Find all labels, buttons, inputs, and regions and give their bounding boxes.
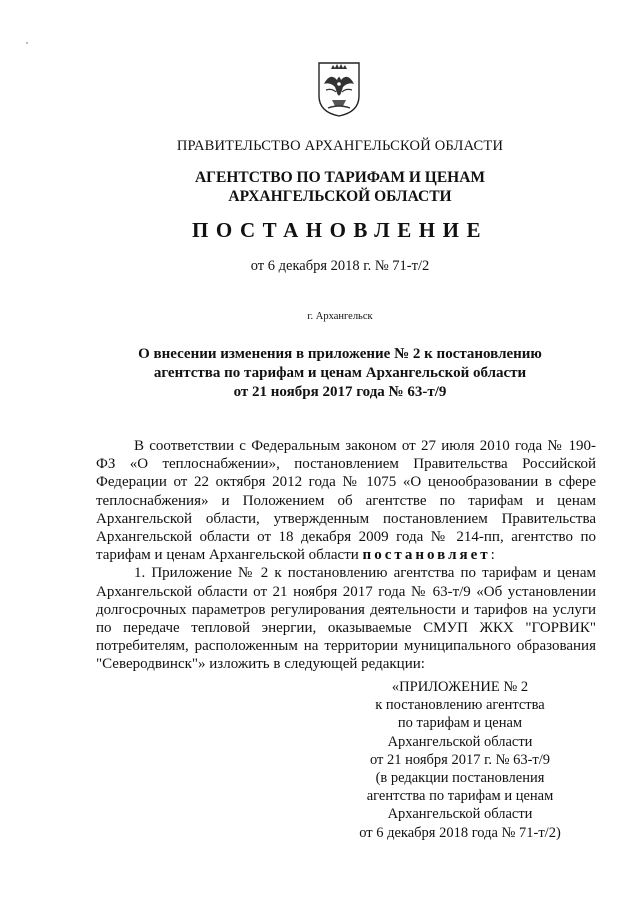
document-type: ПОСТАНОВЛЕНИЕ [192,218,488,242]
resolves-colon: : [490,547,495,564]
subject-line: агентства по тарифам и ценам Архангельской области [153,365,527,381]
appendix-line: к постановлению агентства [375,697,545,714]
appendix-line: Архангельской области [387,806,533,823]
appendix-line: агентства по тарифам и ценам [366,788,554,805]
body-paragraph: 1. Приложение № 2 к постановлению агентства по тарифам и ценам Архангельской области от 21 ноября 2017 года № 63-т/9 «Об установлении долгосрочных параметров регулирования деятельности и тарифов на услуги по передаче тепловой энергии, оказываемые СМУП ЖКХ "ГОРВИК" потребителям, расположенным на территории муниципального образования "Северодвинск"» изложить в следующей редакции: [96,565,596,673]
document-body [96,437,596,674]
appendix-line: от 21 ноября 2017 г. № 63-т/9 [369,751,551,768]
coat-of-arms-icon [316,60,362,118]
body-paragraph [96,437,596,564]
appendix-line: по тарифам и ценам [397,715,523,732]
resolves-word: постановляет [362,547,491,564]
agency-name [60,168,620,206]
subject-line: от 21 ноября 2017 года № 63-т/9 [233,384,447,400]
appendix-heading [340,678,580,842]
city-name: г. Архангельск [307,311,373,322]
date-number: от 6 декабря 2018 г. № 71-т/2 [250,258,430,274]
preamble-text: В соответствии с Федеральным законом от 27 июля 2010 года № 190-ФЗ «О теплоснабжении», постановлением Правительства Российской Федерации от 22 октября 2012 года № 1075 «О ценообразовании в сфере теплоснабжения» и Положением об агентстве по тарифам и ценам Архангельской области, утвержденным постановлением Правительства Архангельской области от 18 декабря 2009 года № 214-пп, агентство по тарифам и ценам Архангельской области [96,438,596,564]
agency-line: АРХАНГЕЛЬСКОЙ ОБЛАСТИ [228,188,452,205]
appendix-line: Архангельской области [387,733,533,750]
appendix-line: «ПРИЛОЖЕНИЕ № 2 [391,679,529,695]
scan-speck [26,42,28,44]
agency-line: АГЕНТСТВО ПО ТАРИФАМ И ЦЕНАМ [194,169,486,186]
subject-line: О внесении изменения в приложение № 2 к постановлению [138,346,542,362]
government-name: ПРАВИТЕЛЬСТВО АРХАНГЕЛЬСКОЙ ОБЛАСТИ [176,138,504,154]
appendix-line: от 6 декабря 2018 года № 71-т/2) [359,824,561,841]
document-subject [60,345,620,402]
appendix-line: (в редакции постановления [375,770,545,787]
